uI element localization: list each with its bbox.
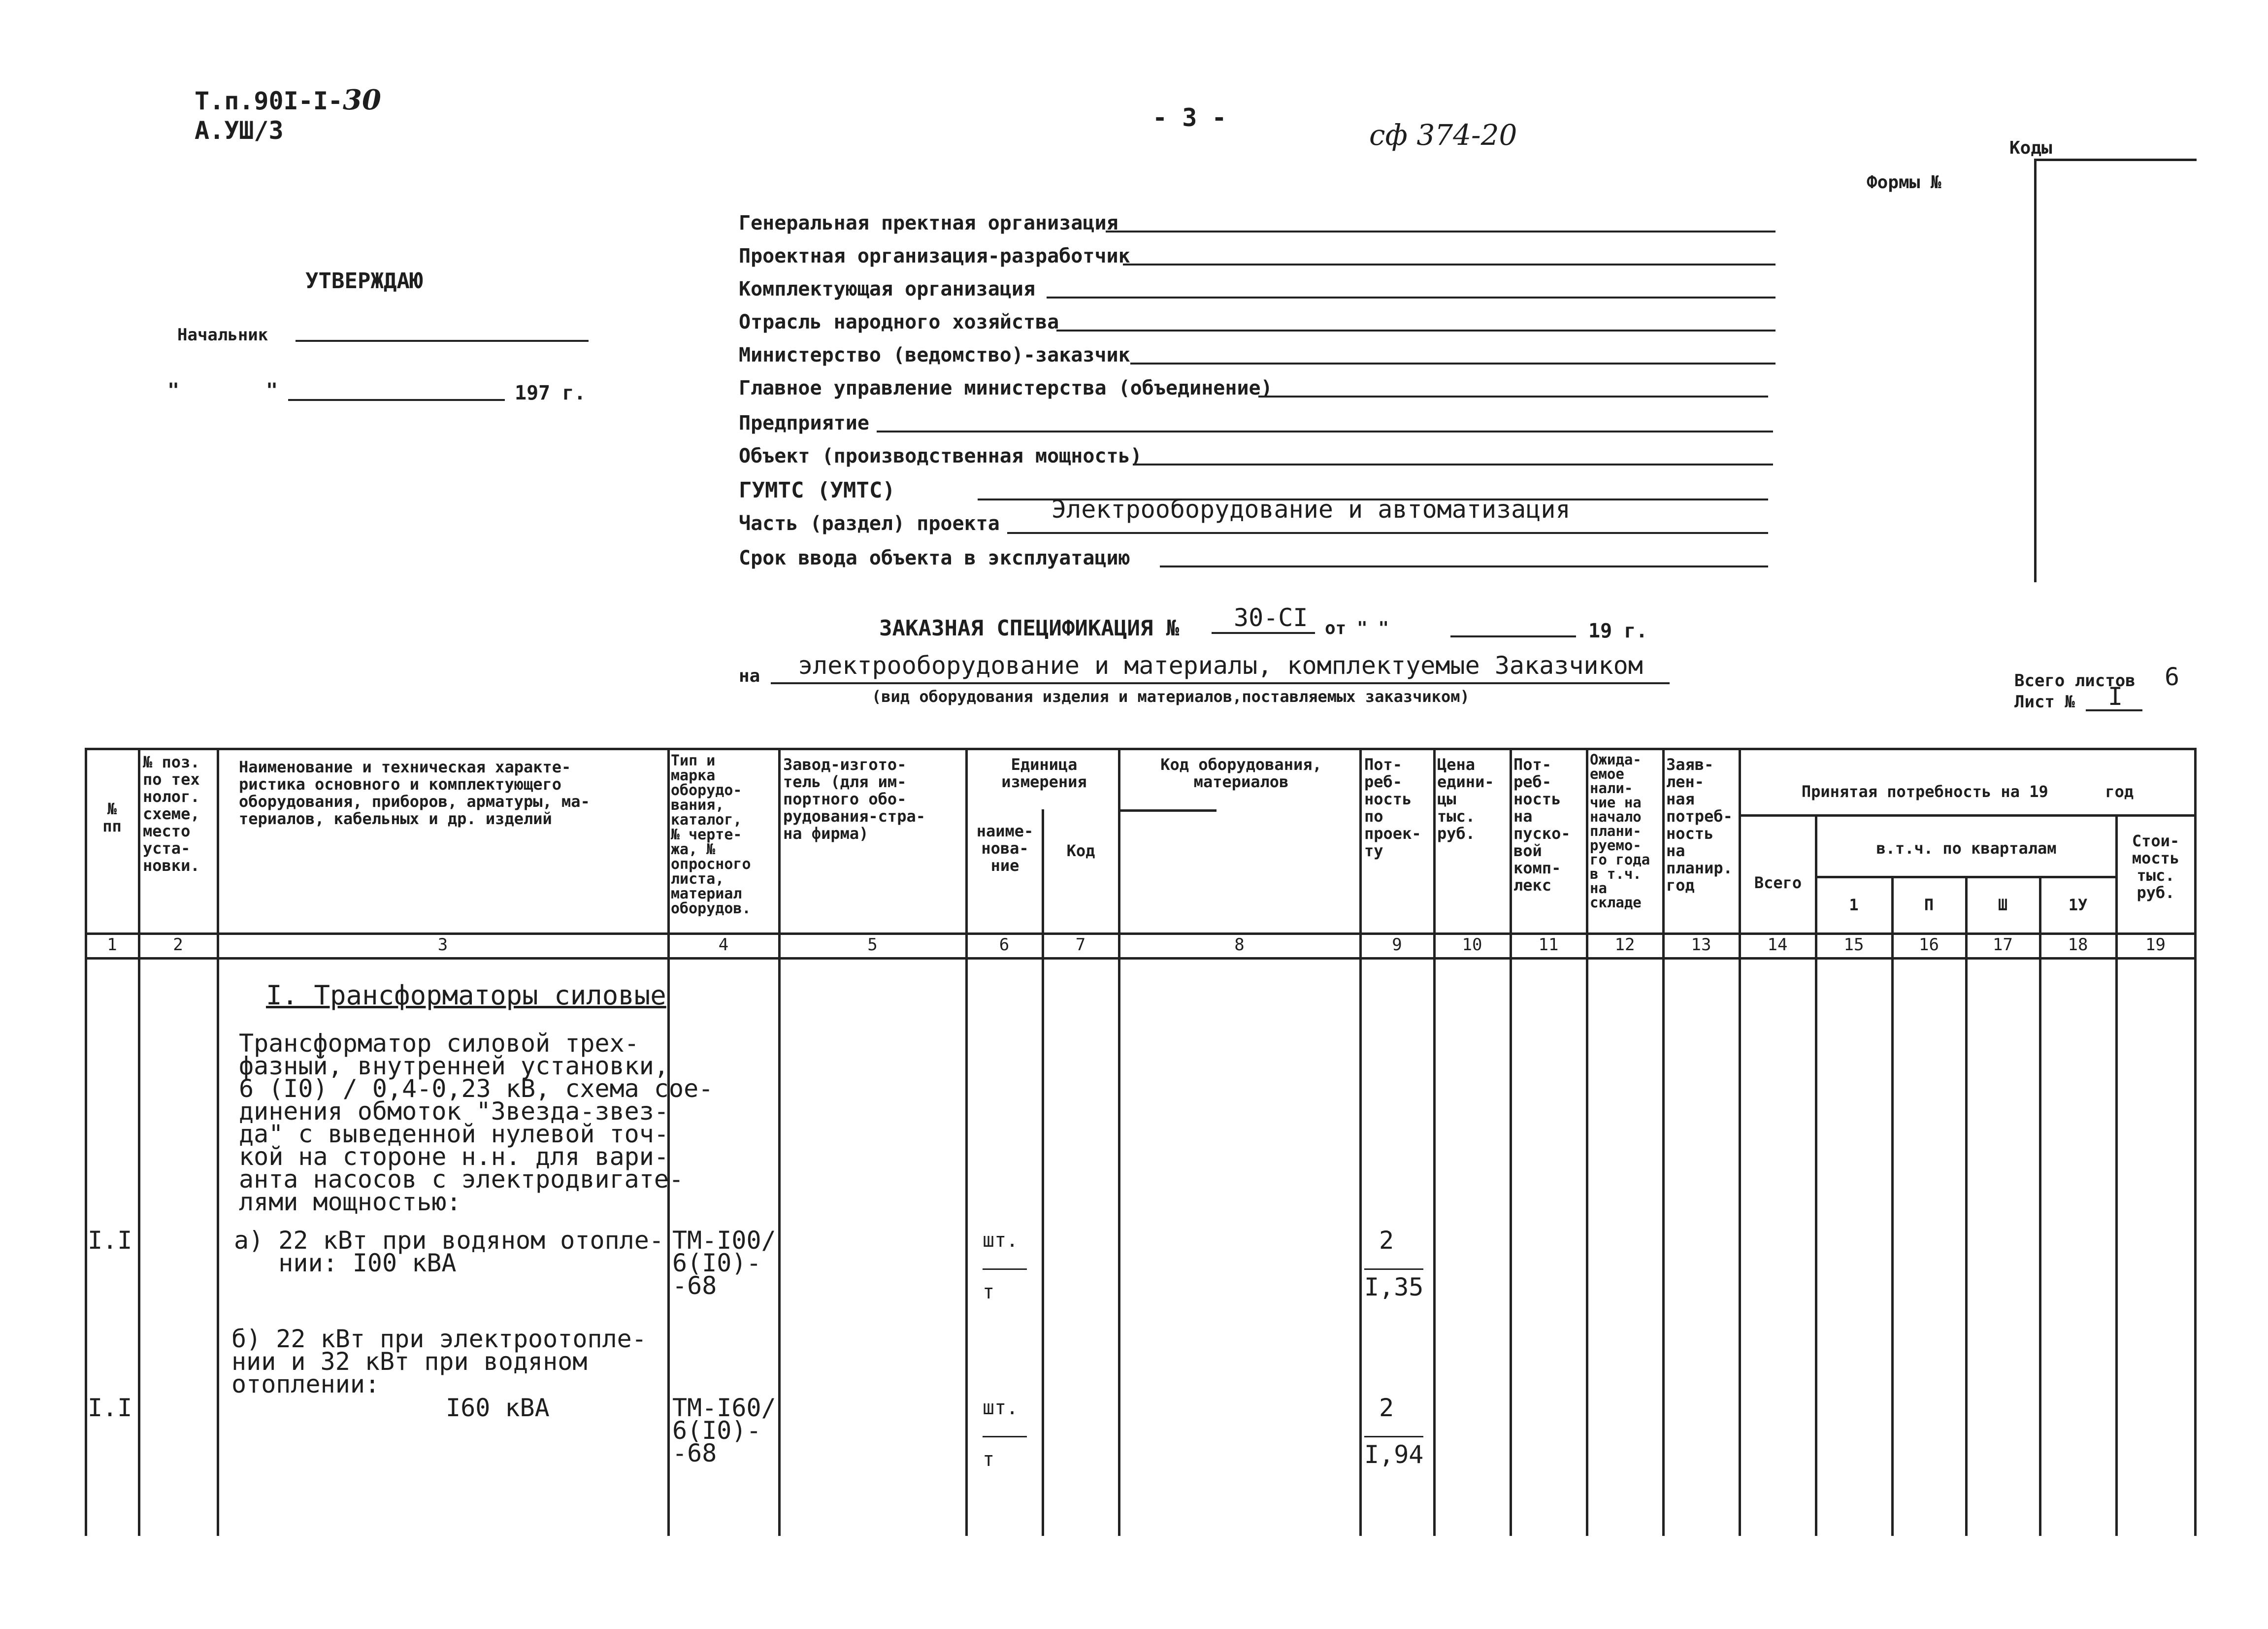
unit-header-divider bbox=[1118, 809, 1216, 812]
codes-box-left bbox=[2034, 159, 2037, 582]
spec-from: от " " bbox=[1325, 618, 1389, 638]
spec-number: 30-СI bbox=[1234, 603, 1308, 632]
doc-reference-handwritten: 30 bbox=[343, 84, 381, 116]
col-border-1 bbox=[85, 748, 87, 1536]
col-border-7 bbox=[1042, 809, 1044, 1536]
col-border-12 bbox=[1586, 748, 1588, 1536]
column-number: 13 bbox=[1691, 935, 1711, 955]
row-2-unit-bottom: т bbox=[983, 1448, 995, 1471]
org-label-industry: Отрасль народного хозяйства bbox=[739, 311, 1059, 333]
sheet-number-label: Лист № bbox=[2014, 692, 2075, 712]
org-label-project-part: Часть (раздел) проекта bbox=[739, 512, 1000, 535]
handwritten-stamp: сф 374-20 bbox=[1369, 118, 1517, 152]
row-2-unit-divider bbox=[983, 1436, 1027, 1437]
org-line-completing bbox=[1047, 297, 1775, 299]
row-1-unit-top: шт. bbox=[983, 1229, 1019, 1252]
column-number: 16 bbox=[1919, 935, 1939, 955]
col-border-17 bbox=[1965, 876, 1968, 1536]
col-border-15 bbox=[1815, 814, 1817, 1536]
col-border-19 bbox=[2115, 814, 2118, 1536]
org-label-object: Объект (производственная мощность) bbox=[739, 445, 1142, 467]
org-label-gumts: ГУМТС (УМТС) bbox=[739, 478, 895, 503]
column-number: 3 bbox=[437, 935, 448, 955]
row-2-position: I.I bbox=[88, 1394, 132, 1422]
org-label-general: Генеральная пректная организация bbox=[739, 212, 1118, 234]
accepted-header-divider bbox=[1739, 814, 2197, 817]
col-border-9 bbox=[1359, 748, 1362, 1536]
row-2-unit-top: шт. bbox=[983, 1396, 1019, 1419]
chief-label: Начальник bbox=[177, 325, 268, 345]
col-border-10 bbox=[1433, 748, 1436, 1536]
col-border-13 bbox=[1662, 748, 1665, 1536]
form-number-label: Формы № bbox=[1867, 172, 1941, 193]
column-number: 11 bbox=[1538, 935, 1559, 955]
row-2-qty-divider bbox=[1364, 1436, 1423, 1437]
org-line-enterprise bbox=[877, 431, 1773, 432]
row-2-name: I60 кВА bbox=[446, 1394, 550, 1422]
header-project-need: Пот- реб- ность по проек- ту bbox=[1364, 756, 1421, 860]
column-number: 7 bbox=[1075, 935, 1086, 955]
org-line-developer bbox=[1123, 264, 1775, 266]
org-label-directorate: Главное управление министерства (объединение) bbox=[739, 377, 1273, 399]
header-unit-price: Цена едини- цы тыс. руб. bbox=[1437, 756, 1494, 842]
col-border-8 bbox=[1118, 748, 1120, 1536]
org-line-project-part bbox=[1007, 532, 1768, 534]
page-number: - 3 - bbox=[1152, 103, 1227, 132]
approve-year: 197 г. bbox=[515, 382, 586, 404]
chief-signature-line bbox=[296, 340, 589, 342]
table-top-border bbox=[85, 748, 2197, 750]
spec-number-line bbox=[1212, 632, 1315, 634]
sheets-total-value: 6 bbox=[2165, 663, 2180, 691]
spec-subject: электрооборудование и материалы, комплектуемые Заказчиком bbox=[798, 651, 1643, 680]
column-number: 14 bbox=[1767, 935, 1788, 955]
col-border-20 bbox=[2194, 748, 2197, 1536]
column-number: 12 bbox=[1614, 935, 1635, 955]
header-position: № поз. по тех нолог. схеме, место уста- новки. bbox=[143, 754, 200, 874]
item-description: Трансформатор силовой трех- фазный, внутренней установки, 6 (I0) / 0,4-0,23 кВ, схема сое- динения обмоток "Звезда-звез- да" с выведенной нулевой точ- кой на стороне н.н. для вари- анта насосов с электродвигате- лями мощностью: bbox=[239, 1029, 714, 1216]
col-border-16 bbox=[1891, 876, 1894, 1536]
row-2-name-intro: б) 22 кВт при электроотопле- нии и 32 кВт при водяном отоплении: bbox=[231, 1325, 647, 1398]
row-1-name: а) 22 кВт при водяном отопле- нии: I00 кВА bbox=[234, 1226, 664, 1277]
col-border-11 bbox=[1510, 748, 1512, 1536]
spec-subject-caption: (вид оборудования изделия и материалов,поставляемых заказчиком) bbox=[872, 687, 1470, 706]
org-label-enterprise: Предприятие bbox=[739, 412, 869, 434]
row-2-qty-top: 2 bbox=[1379, 1394, 1394, 1422]
header-quarter-2: П bbox=[1924, 897, 1934, 914]
org-line-directorate bbox=[1258, 396, 1768, 398]
column-numbers-bottom-border bbox=[85, 957, 2197, 960]
header-startup-need: Пот- реб- ность на пуско- вой комп- лекс bbox=[1513, 756, 1571, 894]
header-row-number: № пп bbox=[102, 800, 122, 835]
row-1-qty-top: 2 bbox=[1379, 1226, 1394, 1255]
column-number: 9 bbox=[1392, 935, 1402, 955]
header-equipment-code: Код оборудования, материалов bbox=[1160, 756, 1322, 791]
org-line-commissioning bbox=[1160, 565, 1768, 567]
header-expected-stock: Ожида- емое нали- чие на начало плани- руемо- го года в т.ч. на складе bbox=[1590, 753, 1650, 910]
column-number: 2 bbox=[173, 935, 183, 955]
org-line-general bbox=[1106, 231, 1775, 233]
doc-reference-line1: Т.п.90I-I- bbox=[195, 87, 343, 115]
sheets-total-label: Всего листов bbox=[2014, 671, 2136, 691]
header-unit: Единица измерения bbox=[1001, 756, 1087, 791]
row-1-qty-bottom: I,35 bbox=[1364, 1273, 1424, 1301]
row-2-qty-bottom: I,94 bbox=[1364, 1440, 1424, 1469]
col-border-18 bbox=[2039, 876, 2041, 1536]
header-quarters: в.т.ч. по кварталам bbox=[1876, 840, 2057, 857]
column-number: 6 bbox=[999, 935, 1010, 955]
doc-reference bbox=[195, 84, 381, 145]
org-label-developer: Проектная организация-разработчик bbox=[739, 245, 1130, 267]
column-number: 19 bbox=[2145, 935, 2166, 955]
col-border-5 bbox=[778, 748, 781, 1536]
date-quote-open: " bbox=[167, 379, 180, 402]
spec-subject-line bbox=[771, 682, 1670, 684]
col-border-3 bbox=[217, 748, 219, 1536]
header-quarter-1: 1 bbox=[1849, 897, 1859, 914]
doc-reference-line2: А.УШ/3 bbox=[195, 116, 284, 145]
org-line-industry bbox=[1056, 330, 1775, 332]
date-line bbox=[288, 399, 505, 401]
org-line-object bbox=[1133, 464, 1773, 465]
header-unit-name: наиме- нова- ние bbox=[976, 823, 1034, 874]
header-cost: Стои- мость тыс. руб. bbox=[2132, 832, 2180, 901]
header-quarter-4: 1У bbox=[2068, 897, 2088, 914]
column-number: 10 bbox=[1462, 935, 1482, 955]
section-title: I. Трансформаторы силовые bbox=[266, 980, 666, 1011]
col-border-6 bbox=[965, 748, 968, 1536]
row-1-type: ТМ-I00/ 6(I0)- -68 bbox=[672, 1226, 776, 1300]
header-manufacturer: Завод-изгото- тель (для им- портного обо- рудования-стра- на фирма) bbox=[783, 756, 925, 842]
header-declared-need: Заяв- лен- ная потреб- ность на планир. год bbox=[1666, 756, 1733, 894]
codes-label: Коды bbox=[2009, 138, 2052, 158]
spec-title: ЗАКАЗНАЯ СПЕЦИФИКАЦИЯ № bbox=[879, 616, 1180, 641]
column-number: 18 bbox=[2068, 935, 2088, 955]
row-1-unit-bottom: т bbox=[983, 1281, 995, 1303]
row-2-type: ТМ-I60/ 6(I0)- -68 bbox=[672, 1394, 776, 1467]
column-number: 5 bbox=[867, 935, 878, 955]
approve-title: УТВЕРЖДАЮ bbox=[305, 268, 423, 294]
row-1-position: I.I bbox=[88, 1226, 132, 1255]
col-border-2 bbox=[138, 748, 140, 1536]
spec-year: 19 г. bbox=[1588, 620, 1648, 642]
header-name: Наименование и техническая характе- ристика основного и комплектующего оборудования, приборов, арматуры, ма- териалов, кабельных и др. изделий bbox=[239, 759, 590, 828]
header-quarter-3: Ш bbox=[1998, 897, 2008, 914]
spec-na: на bbox=[739, 666, 760, 686]
org-label-completing: Комплектующая организация bbox=[739, 278, 1036, 300]
sheet-number-value: I bbox=[2108, 682, 2123, 711]
sheet-number-line bbox=[2086, 709, 2142, 711]
spec-date-line bbox=[1450, 635, 1576, 637]
header-type: Тип и марка оборудо- вания, каталог, № черте- жа, № опросного листа, материал оборудов. bbox=[671, 754, 751, 916]
org-line-ministry bbox=[1130, 363, 1775, 365]
column-number: 1 bbox=[107, 935, 117, 955]
header-total: Всего bbox=[1754, 874, 1802, 892]
column-number: 4 bbox=[718, 935, 729, 955]
column-number: 17 bbox=[1993, 935, 2013, 955]
column-number: 8 bbox=[1234, 935, 1245, 955]
column-number: 15 bbox=[1843, 935, 1864, 955]
org-label-ministry: Министерство (ведомство)-заказчик bbox=[739, 344, 1130, 366]
row-1-unit-divider bbox=[983, 1268, 1027, 1270]
col-border-14 bbox=[1739, 748, 1741, 1536]
row-1-qty-divider bbox=[1364, 1268, 1423, 1270]
project-part-value: Электрооборудование и автоматизация bbox=[1052, 495, 1571, 524]
header-unit-code: Код bbox=[1066, 842, 1095, 860]
org-label-commissioning: Срок ввода объекта в эксплуатацию bbox=[739, 547, 1130, 569]
date-quote-close: " bbox=[266, 379, 278, 402]
codes-box-top bbox=[2034, 159, 2197, 161]
header-accepted-need: Принятая потребность на 19 год bbox=[1801, 783, 2134, 800]
